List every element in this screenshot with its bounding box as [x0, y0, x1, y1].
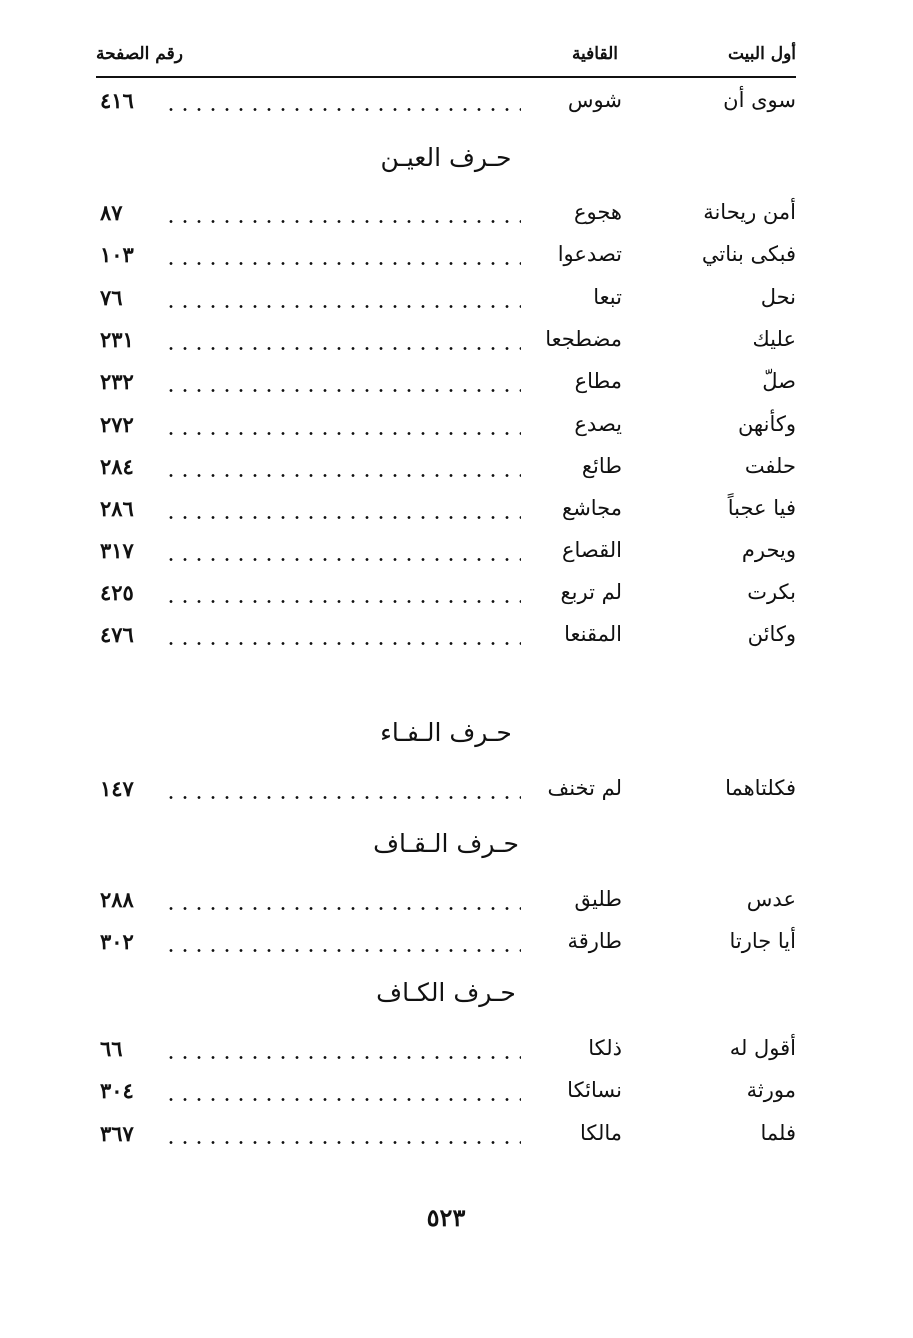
rhyme: لم تخنف [547, 776, 622, 800]
page-ref: ٢٣٢ [100, 369, 134, 394]
rhyme: لم تربع [560, 580, 622, 604]
first-verse: عليك [752, 327, 796, 351]
dot-leader [164, 262, 521, 265]
first-verse: أقول له [729, 1036, 796, 1060]
dot-leader [164, 432, 521, 435]
first-verse: فكلتاهما [725, 776, 796, 800]
rhyme: مجاشع [562, 496, 622, 520]
index-row [100, 242, 796, 276]
index-row [100, 1121, 796, 1155]
page-ref: ٣٠٤ [100, 1078, 134, 1103]
dot-leader [164, 108, 521, 111]
dot-leader [164, 600, 521, 603]
page-ref: ٣٦٧ [100, 1121, 134, 1146]
dot-leader [164, 1141, 521, 1144]
section-title-qaf: حـرف الـقـاف [373, 829, 519, 858]
dot-leader [164, 474, 521, 477]
header-page-number: رقم الصفحة [96, 44, 183, 64]
rhyme: مالكا [579, 1121, 622, 1145]
first-verse: بكرت [747, 580, 796, 604]
page-ref: ٢٨٦ [100, 496, 134, 521]
index-row [100, 1036, 796, 1070]
first-verse: ويحرم [741, 538, 796, 562]
index-row [100, 285, 796, 319]
rhyme: مطاع [574, 369, 622, 393]
column-header [96, 44, 796, 72]
rhyme: المقنعا [564, 622, 622, 646]
dot-leader [164, 642, 521, 645]
index-row [100, 412, 796, 446]
page-ref: ٤٧٦ [100, 622, 134, 647]
rhyme: القصاع [562, 538, 622, 562]
section-title-kaf: حـرف الكـاف [376, 978, 516, 1007]
page-ref: ٢٨٨ [100, 887, 134, 912]
dot-leader [164, 220, 521, 223]
first-verse: سوى أن [723, 88, 796, 112]
dot-leader [164, 389, 521, 392]
dot-leader [164, 949, 521, 952]
first-verse: حلفت [744, 454, 796, 478]
rhyme: نسائكا [567, 1078, 622, 1102]
page-ref: ٤٢٥ [100, 580, 134, 605]
header-rhyme: القافية [571, 44, 618, 64]
page-ref: ٢٧٢ [100, 412, 134, 437]
rhyme: تبعا [593, 285, 622, 309]
section-title-ain: حـرف العيـن [380, 143, 512, 172]
first-verse: وكأنهن [737, 412, 796, 436]
rhyme: مضطجعا [545, 327, 622, 351]
index-row [100, 454, 796, 488]
header-first-verse: أول البيت [727, 44, 796, 64]
page-ref: ٨٧ [100, 200, 123, 225]
dot-leader [164, 305, 521, 308]
header-rule [96, 76, 796, 78]
page-ref: ٣٠٢ [100, 929, 134, 954]
index-row [100, 580, 796, 614]
index-row [100, 622, 796, 656]
page-ref: ٢٨٤ [100, 454, 134, 479]
dot-leader [164, 347, 521, 350]
index-row [100, 496, 796, 530]
dot-leader [164, 907, 521, 910]
first-verse: صلّ [762, 369, 796, 393]
rhyme: ذلكا [588, 1036, 622, 1060]
first-verse: فيا عجباً [727, 496, 796, 520]
section-title-fa: حـرف الـفـاء [380, 718, 512, 747]
dot-leader [164, 1098, 521, 1101]
index-row [100, 887, 796, 921]
index-row [100, 929, 796, 963]
first-verse: أمن ريحانة [703, 200, 796, 224]
rhyme: تصدعوا [557, 242, 622, 266]
index-row [100, 369, 796, 403]
first-verse: نحل [760, 285, 796, 309]
index-row [100, 776, 796, 810]
page-ref: ٤١٦ [100, 88, 134, 113]
first-verse: مورثة [746, 1078, 796, 1102]
first-verse: عدس [746, 887, 796, 911]
rhyme: يصدع [574, 412, 622, 436]
dot-leader [164, 1056, 521, 1059]
first-verse: فلما [760, 1121, 796, 1145]
first-verse: فبكى بناتي [701, 242, 796, 266]
index-row [100, 1078, 796, 1112]
page-ref: ٦٦ [100, 1036, 123, 1061]
dot-leader [164, 516, 521, 519]
page-ref: ١٠٣ [100, 242, 134, 267]
page-number: ٥٢٣ [426, 1203, 466, 1232]
rhyme: هجوع [573, 200, 622, 224]
dot-leader [164, 558, 521, 561]
rhyme: طليق [574, 887, 622, 911]
first-verse: أيا جارتا [729, 929, 796, 953]
rhyme: طائع [581, 454, 622, 478]
index-row [100, 88, 796, 122]
page-ref: ٧٦ [100, 285, 123, 310]
rhyme: طارقة [567, 929, 622, 953]
dot-leader [164, 796, 521, 799]
page-ref: ٢٣١ [100, 327, 134, 352]
index-row [100, 200, 796, 234]
rhyme: شوس [567, 88, 622, 112]
page-ref: ١٤٧ [100, 776, 134, 801]
first-verse: وكائن [747, 622, 796, 646]
page-ref: ٣١٧ [100, 538, 134, 563]
index-row [100, 538, 796, 572]
index-row [100, 327, 796, 361]
